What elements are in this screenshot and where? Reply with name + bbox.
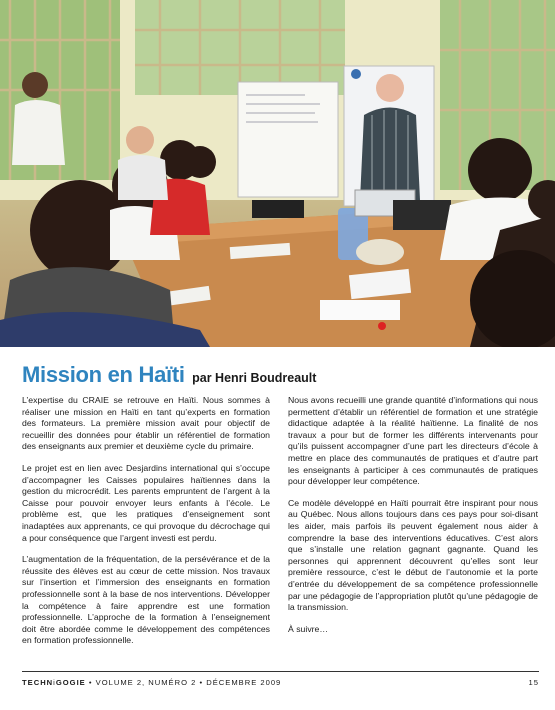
paragraph: Le projet est en lien avec Desjardins international qui s’occupe d’accompagner les Caisses populaires haïtiennes dans la gestion du microcrédit. Les parents empruntent de l’argent à la Caisse pour pouvoir envoyer leurs enfants à l’école. Le problème est, que les pratiques d’enseignement sont inadaptées aux apprenants, ce qui provoque du décrochage qui a pour conséquence que l’argent investi est perdu. (22, 462, 270, 543)
article-byline: par Henri Boudreault (192, 371, 317, 385)
right-column (288, 395, 538, 645)
issue-details: • VOLUME 2, NUMÉRO 2 • DÉCEMBRE 2009 (88, 678, 282, 687)
classroom-photo (0, 0, 555, 347)
paragraph: Ce modèle développé en Haïti pourrait être inspirant pour nous au Québec. Nous allons toujours dans ces pays pour soi-disant les aider, mais parfois ils peuvent également nous aider à comprendre la base des interventions éducatives. C’est alors que s’installe une relation gagnant gagnante. Quand les personnes qui apprennent découvrent qu’elles sont leur première ressource, c’est le début de l’autonomie et la porte d’entrée du développement de sa compétence professionnelle par une pédagogie de l’appropriation plutôt qu’une pédagogie de la transmission. (288, 497, 538, 613)
footer-issue-info (22, 678, 281, 687)
paragraph: À suivre… (288, 623, 329, 634)
article-headline (22, 362, 542, 388)
article-title: Mission en Haïti (22, 362, 185, 387)
paragraph: L’expertise du CRAIE se retrouve en Haïti. Nous sommes à réaliser une mission en Haïti en tant qu’experts en formation des formateurs. La première mission avait pour objectif de recueillir des données pour établir un référentiel de formation des enseignants aux premier et deuxième cycle du primaire. (22, 395, 270, 452)
paragraph: Nous avons recueilli une grande quantité d’informations qui nous permettent d’établir un référentiel de formation et une stratégie didactique adaptée à la réalité haïtienne. La finalité de nos travaux a pour but de former les différents intervenants pour qu’ils puissent accompagner d’une part les directeurs d’école à mettre en place des communautés de pratiques et d’autre part les enseignants à participer à ces communautés de pratiques pour développer leur compétence. (288, 395, 538, 487)
left-column (22, 395, 270, 657)
paragraph: L’augmentation de la fréquentation, de la persévérance et de la réussite des élèves est au cœur de cette mission. Nos travaux sur l’insertion et l’immersion des enseignants en formation professionnelle sont à la base de nos interventions. Développer la compétence à faire apprendre est une formation professionnelle. L’approche de la formation à l’enseignement doit être abordée comme le développement des compétences en formation professionnelle. (22, 554, 270, 646)
page-footer (22, 678, 539, 687)
publication-name: TECHNiGOGIE (22, 678, 86, 687)
footer-divider (22, 671, 539, 672)
page-number: 15 (528, 678, 539, 687)
